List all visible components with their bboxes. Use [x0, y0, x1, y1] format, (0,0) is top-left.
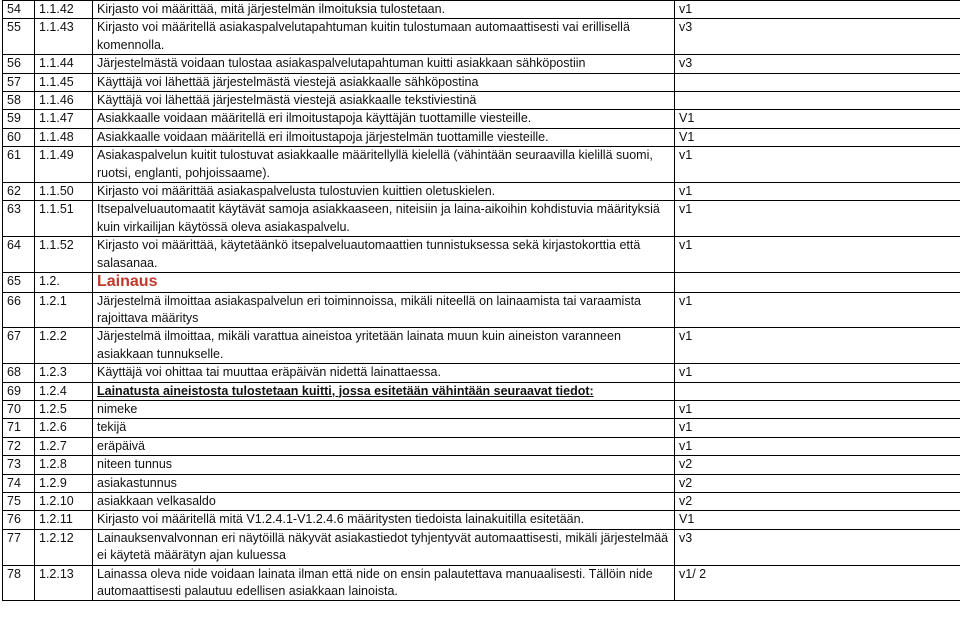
- section-header-row: [3, 273, 960, 292]
- version-cell: [675, 565, 960, 601]
- row-number: 54: [7, 2, 21, 16]
- requirement-id: 1.1.50: [39, 184, 74, 199]
- table-row: [3, 456, 960, 474]
- requirement-id-cell: [35, 382, 93, 400]
- table-row: [3, 128, 960, 146]
- requirement-id: 1.2.9: [39, 475, 67, 490]
- requirements-table: [2, 0, 960, 601]
- version-label: v1: [679, 438, 693, 453]
- version-cell: [675, 492, 960, 510]
- row-number: 61: [7, 148, 21, 163]
- row-number-cell: [3, 511, 35, 529]
- row-number-cell: [3, 73, 35, 91]
- requirement-text: asiakastunnus: [97, 475, 177, 490]
- requirement-text: Kirjasto voi määrittää asiakaspalvelusta tulostuvien kuittien oletuskielen.: [97, 184, 496, 199]
- requirement-text: asiakkaan velkasaldo: [97, 493, 216, 508]
- row-number-cell: [3, 128, 35, 146]
- requirement-id: 1.1.42: [39, 2, 74, 16]
- requirement-id-cell: [35, 400, 93, 418]
- row-number: 71: [7, 420, 21, 435]
- requirement-id: 1.2.11: [39, 512, 73, 527]
- row-number: 58: [7, 93, 21, 108]
- row-number: 60: [7, 129, 21, 144]
- table-row: [3, 19, 960, 55]
- requirement-id: 1.1.46: [39, 93, 74, 108]
- requirement-description-cell: [93, 419, 675, 437]
- row-number: 64: [7, 238, 21, 253]
- version-label: v1: [679, 202, 693, 217]
- row-number-cell: [3, 1, 35, 19]
- requirement-id: 1.2.5: [39, 401, 67, 416]
- requirement-id: 1.2.8: [39, 457, 67, 472]
- requirement-id: 1.2.6: [39, 420, 67, 435]
- requirement-description-cell: [93, 55, 675, 73]
- version-label: v2: [679, 493, 693, 508]
- row-number-cell: [3, 201, 35, 237]
- requirement-id: 1.1.48: [39, 129, 74, 144]
- row-number: 65: [7, 274, 21, 289]
- version-cell: [675, 237, 960, 273]
- version-label: v1/ 2: [679, 566, 707, 581]
- requirement-text: Kirjasto voi määritellä asiakaspalvelutapahtuman kuitin tulostumaan automaattisesti vai erillisellä komennolla.: [97, 20, 630, 52]
- table-row: [3, 565, 960, 601]
- row-number-cell: [3, 292, 35, 328]
- requirement-text: Käyttäjä voi lähettää järjestelmästä viestejä asiakkaalle tekstiviestinä: [97, 93, 477, 108]
- requirement-id: 1.2.10: [39, 493, 74, 508]
- requirement-description-cell: [93, 201, 675, 237]
- requirement-text: niteen tunnus: [97, 457, 173, 472]
- row-number: 62: [7, 184, 21, 199]
- requirement-id: 1.1.47: [39, 111, 74, 126]
- row-number: 67: [7, 329, 21, 344]
- table-row: [3, 529, 960, 565]
- requirement-description-cell: [93, 382, 675, 400]
- version-label: v1: [679, 329, 693, 344]
- requirement-id-cell: [35, 201, 93, 237]
- row-number: 69: [7, 383, 21, 398]
- version-cell: [675, 456, 960, 474]
- row-number-cell: [3, 183, 35, 201]
- requirement-text: Itsepalveluautomaatit käytävät samoja asiakkaaseen, niteisiin ja laina-aikoihin kohdistuvia määrityksiä kuin virkailijan käytössä oleva asiakaspalvelu.: [97, 202, 660, 234]
- requirement-description-cell: [93, 128, 675, 146]
- requirement-description-cell: [93, 511, 675, 529]
- requirement-id: 1.2.: [39, 274, 60, 289]
- requirement-id-cell: [35, 419, 93, 437]
- row-number: 77: [7, 530, 21, 545]
- row-number-cell: [3, 382, 35, 400]
- version-label: v1: [679, 401, 693, 416]
- requirement-description-cell: [93, 328, 675, 364]
- table-row: [3, 73, 960, 91]
- version-cell: [675, 110, 960, 128]
- version-cell: [675, 1, 960, 19]
- requirement-description-cell: [93, 92, 675, 110]
- requirement-description-cell: [93, 292, 675, 328]
- row-number: 76: [7, 512, 21, 527]
- version-label: V1: [679, 111, 695, 126]
- row-number-cell: [3, 273, 35, 292]
- row-number-cell: [3, 437, 35, 455]
- version-cell: [675, 474, 960, 492]
- requirement-text-emphasis: Lainatusta aineistosta tulostetaan kuitti, jossa esitetään vähintään seuraavat tiedot:: [97, 383, 594, 398]
- version-label: v3: [679, 56, 693, 71]
- version-cell: [675, 92, 960, 110]
- table-row: [3, 328, 960, 364]
- table-row: [3, 511, 960, 529]
- requirement-id-cell: [35, 55, 93, 73]
- version-cell: [675, 55, 960, 73]
- requirement-text: Kirjasto voi määritellä mitä V1.2.4.1-V1.2.4.6 määritysten tiedoista lainakuitilla esitetään.: [97, 512, 585, 527]
- requirement-id-cell: [35, 147, 93, 183]
- row-number: 74: [7, 475, 21, 490]
- requirement-text: Järjestelmä ilmoittaa asiakaspalvelun eri toiminnoissa, mikäli niteellä on lainaamista tai varaamista rajoittava määritys: [97, 293, 641, 325]
- requirement-id: 1.1.51: [39, 202, 74, 217]
- version-cell: [675, 328, 960, 364]
- requirement-description-cell: [93, 400, 675, 418]
- requirement-id-cell: [35, 437, 93, 455]
- requirement-id-cell: [35, 1, 93, 19]
- requirement-description-cell: [93, 183, 675, 201]
- requirement-text: Käyttäjä voi ohittaa tai muuttaa eräpäivän nidettä lainattaessa.: [97, 365, 441, 380]
- version-label: v1: [679, 148, 693, 163]
- requirement-description-cell: [93, 147, 675, 183]
- table-row: [3, 237, 960, 273]
- table-row: [3, 474, 960, 492]
- requirement-text: Asiakkaalle voidaan määritellä eri ilmoitustapoja käyttäjän tuottamille viesteille.: [97, 111, 532, 126]
- requirement-text: Kirjasto voi määrittää, mitä järjestelmän ilmoituksia tulostetaan.: [97, 2, 446, 16]
- requirement-description-cell: [93, 474, 675, 492]
- row-number: 68: [7, 365, 21, 380]
- requirement-id-cell: [35, 364, 93, 382]
- row-number-cell: [3, 110, 35, 128]
- requirement-id-cell: [35, 92, 93, 110]
- requirement-id-cell: [35, 511, 93, 529]
- row-number: 70: [7, 401, 21, 416]
- requirement-id: 1.1.49: [39, 148, 74, 163]
- requirement-description-cell: [93, 492, 675, 510]
- version-label: V1: [679, 129, 695, 144]
- row-number: 66: [7, 293, 21, 308]
- requirement-text: Lainauksenvalvonnan eri näytöillä näkyvät asiakastiedot tyhjentyvät automaattisesti, mikäli järjestelmää ei käytetä määrätyn ajan kuluessa: [97, 530, 669, 563]
- row-number-cell: [3, 147, 35, 183]
- version-label: V1: [679, 512, 695, 527]
- version-label: v1: [679, 420, 693, 435]
- requirement-id-cell: [35, 110, 93, 128]
- requirements-document: [2, 0, 960, 601]
- requirement-id-cell: [35, 273, 93, 292]
- requirement-id-cell: [35, 292, 93, 328]
- requirement-id: 1.2.12: [39, 530, 74, 545]
- requirement-id-cell: [35, 128, 93, 146]
- requirement-description-cell: [93, 456, 675, 474]
- version-cell: [675, 147, 960, 183]
- requirement-text: Asiakkaalle voidaan määritellä eri ilmoitustapoja järjestelmän tuottamille viesteille.: [97, 129, 549, 144]
- row-number-cell: [3, 529, 35, 565]
- row-number-cell: [3, 492, 35, 510]
- requirement-text: Järjestelmä ilmoittaa, mikäli varattua aineistoa yritetään lainata muun kuin aineiston varanneen asiakkaan tunnukselle.: [97, 329, 621, 361]
- requirement-id-cell: [35, 183, 93, 201]
- version-cell: [675, 128, 960, 146]
- version-label: v3: [679, 530, 693, 545]
- version-cell: [675, 437, 960, 455]
- row-number: 73: [7, 457, 21, 472]
- table-row: [3, 437, 960, 455]
- requirement-text: Lainassa oleva nide voidaan lainata ilman että nide on ensin palautettava manuaalisesti. Tällöin nide automaattisesti palautuu edellisen asiakkaan lainoista.: [97, 566, 653, 598]
- requirement-description-cell: [93, 19, 675, 55]
- version-label: v1: [679, 365, 693, 380]
- version-label: v2: [679, 475, 693, 490]
- requirement-text: Järjestelmästä voidaan tulostaa asiakaspalvelutapahtuman kuitti asiakkaan sähköpostiin: [97, 56, 586, 71]
- requirement-id: 1.2.4: [39, 383, 67, 398]
- version-label: v1: [679, 184, 693, 199]
- requirement-id: 1.2.3: [39, 365, 67, 380]
- section-title: Lainaus: [97, 273, 158, 291]
- table-row: [3, 147, 960, 183]
- row-number-cell: [3, 565, 35, 601]
- requirement-id: 1.2.1: [39, 293, 67, 308]
- version-label: v1: [679, 238, 693, 253]
- requirement-description-cell: [93, 110, 675, 128]
- requirement-description-cell: [93, 73, 675, 91]
- requirement-id: 1.1.52: [39, 238, 74, 253]
- requirement-id: 1.1.43: [39, 20, 74, 35]
- requirement-id: 1.2.13: [39, 566, 74, 581]
- requirement-id-cell: [35, 492, 93, 510]
- row-number: 59: [7, 111, 21, 126]
- version-label: v1: [679, 293, 693, 308]
- requirement-id-cell: [35, 19, 93, 55]
- requirement-id: 1.2.7: [39, 438, 67, 453]
- requirement-text: nimeke: [97, 401, 138, 416]
- requirement-description-cell: [93, 529, 675, 565]
- requirement-id-cell: [35, 73, 93, 91]
- version-cell: [675, 19, 960, 55]
- requirement-id-cell: [35, 529, 93, 565]
- row-number: 72: [7, 438, 21, 453]
- requirement-description-cell: [93, 1, 675, 19]
- version-cell: [675, 183, 960, 201]
- table-row: [3, 92, 960, 110]
- table-row: [3, 364, 960, 382]
- requirement-id-cell: [35, 237, 93, 273]
- row-number-cell: [3, 92, 35, 110]
- version-cell: [675, 511, 960, 529]
- requirement-text: eräpäivä: [97, 438, 145, 453]
- row-number-cell: [3, 474, 35, 492]
- version-cell: [675, 273, 960, 292]
- table-row: [3, 400, 960, 418]
- row-number-cell: [3, 400, 35, 418]
- version-cell: [675, 419, 960, 437]
- version-cell: [675, 201, 960, 237]
- requirement-text: Asiakaspalvelun kuitit tulostuvat asiakkaalle määritellyllä kielellä (vähintään seuraavilla kielillä suomi, ruotsi, englanti, pohjoissaame).: [97, 148, 653, 180]
- requirement-text: tekijä: [97, 420, 127, 435]
- version-label: v3: [679, 20, 693, 35]
- requirement-id-cell: [35, 474, 93, 492]
- row-number-cell: [3, 328, 35, 364]
- requirement-description-cell: [93, 565, 675, 601]
- requirement-text: Käyttäjä voi lähettää järjestelmästä viestejä asiakkaalle sähköpostina: [97, 74, 479, 89]
- version-label: v2: [679, 457, 693, 472]
- version-label: v1: [679, 2, 693, 16]
- version-cell: [675, 400, 960, 418]
- requirement-id: 1.1.45: [39, 74, 74, 89]
- version-cell: [675, 73, 960, 91]
- requirement-description-cell: [93, 437, 675, 455]
- requirement-id: 1.2.2: [39, 329, 67, 344]
- row-number-cell: [3, 364, 35, 382]
- version-cell: [675, 292, 960, 328]
- requirement-text: Kirjasto voi määrittää, käytetäänkö itsepalveluautomaattien tunnistuksessa sekä kirjastokorttia että salasanaa.: [97, 238, 641, 270]
- row-number: 75: [7, 493, 21, 508]
- requirement-id-cell: [35, 456, 93, 474]
- row-number: 78: [7, 566, 21, 581]
- table-row: [3, 183, 960, 201]
- table-row: [3, 1, 960, 19]
- version-cell: [675, 529, 960, 565]
- version-cell: [675, 382, 960, 400]
- requirement-description-cell: [93, 364, 675, 382]
- row-number: 55: [7, 20, 21, 35]
- row-number-cell: [3, 419, 35, 437]
- table-row: [3, 292, 960, 328]
- row-number-cell: [3, 456, 35, 474]
- table-row: [3, 55, 960, 73]
- requirement-description-cell: [93, 273, 675, 292]
- version-cell: [675, 364, 960, 382]
- requirement-id-cell: [35, 565, 93, 601]
- row-number: 56: [7, 56, 21, 71]
- table-row: [3, 382, 960, 400]
- requirements-table-body: [3, 1, 960, 601]
- table-row: [3, 110, 960, 128]
- row-number: 63: [7, 202, 21, 217]
- requirement-id-cell: [35, 328, 93, 364]
- table-row: [3, 492, 960, 510]
- row-number: 57: [7, 74, 21, 89]
- row-number-cell: [3, 237, 35, 273]
- table-row: [3, 419, 960, 437]
- row-number-cell: [3, 19, 35, 55]
- row-number-cell: [3, 55, 35, 73]
- requirement-description-cell: [93, 237, 675, 273]
- requirement-id: 1.1.44: [39, 56, 74, 71]
- table-row: [3, 201, 960, 237]
